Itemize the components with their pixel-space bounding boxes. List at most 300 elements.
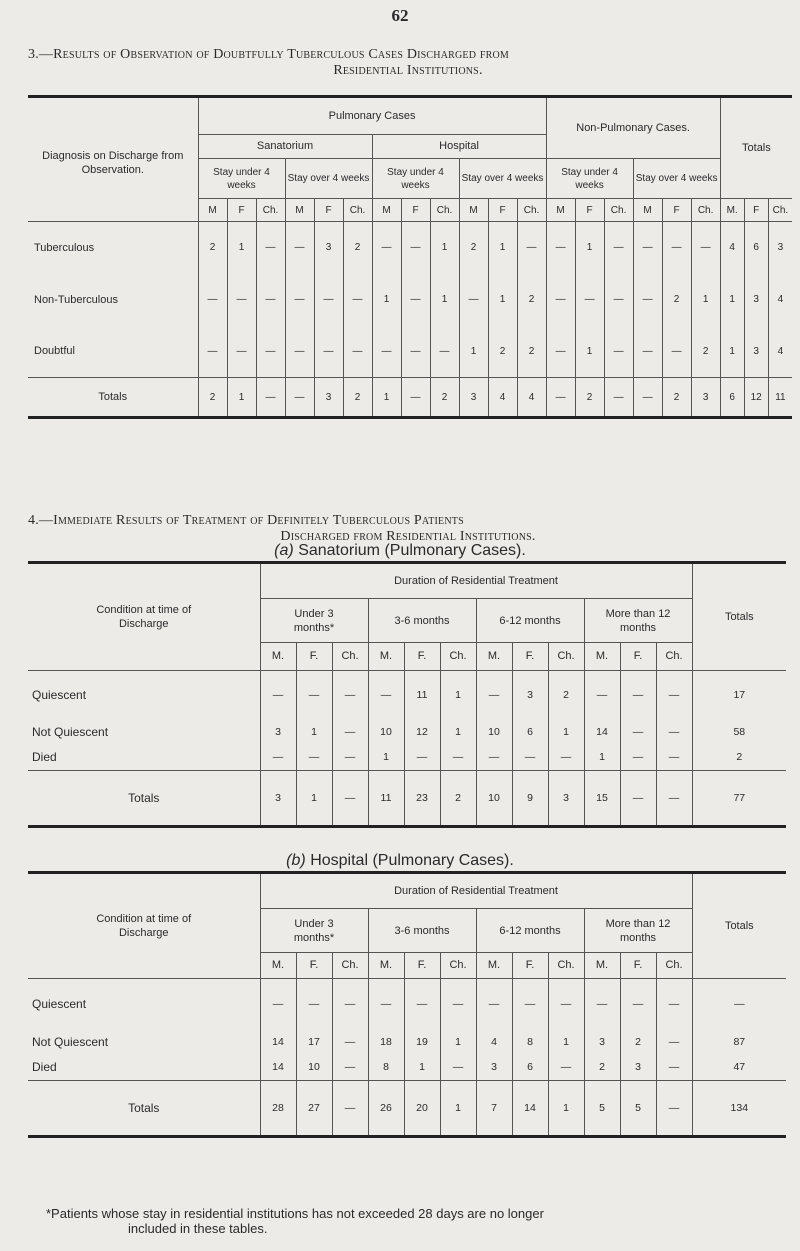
cell-value: 11: [404, 671, 440, 719]
col-ch: Ch.: [332, 953, 368, 979]
table-row: [28, 378, 792, 418]
cell-value: —: [584, 979, 620, 1029]
col-m: M.: [260, 643, 296, 671]
cell-value: 15: [584, 771, 620, 827]
cell-value: 1: [691, 274, 720, 326]
row-total: 47: [692, 1055, 786, 1081]
col-f: F: [575, 199, 604, 222]
cell-value: 1: [296, 771, 332, 827]
cell-value: —: [285, 274, 314, 326]
col-m: M: [372, 199, 401, 222]
col-m: M: [459, 199, 488, 222]
cell-value: 12: [744, 378, 768, 418]
cell-value: 11: [768, 378, 792, 418]
cell-value: 2: [459, 222, 488, 274]
table-b-caption: [0, 852, 800, 870]
cell-value: —: [227, 274, 256, 326]
cell-value: —: [296, 979, 332, 1029]
cell-value: —: [546, 222, 575, 274]
col-ch: Ch.: [656, 643, 692, 671]
diagnosis-header: Diagnosis on Discharge from Observation.: [28, 97, 198, 222]
cell-value: —: [440, 979, 476, 1029]
cell-value: —: [604, 222, 633, 274]
totals-header: Totals: [720, 97, 792, 199]
cell-value: —: [404, 745, 440, 771]
hospital-results-table: [28, 871, 786, 1138]
cell-value: —: [459, 274, 488, 326]
cell-value: 1: [488, 222, 517, 274]
col-m: M.: [584, 643, 620, 671]
under-3-months-header: Under 3 months*: [260, 909, 368, 953]
cell-value: 14: [584, 719, 620, 745]
col-m: M.: [476, 953, 512, 979]
row-label: Quiescent: [32, 996, 87, 1011]
stay-under-header: Stay under 4 weeks: [372, 159, 459, 199]
cell-value: 1: [372, 274, 401, 326]
cell-value: —: [404, 979, 440, 1029]
non-pulmonary-header: Non-Pulmonary Cases.: [546, 97, 720, 159]
row-label: Not Quiescent: [32, 1034, 109, 1049]
pulmonary-cases-header: Pulmonary Cases: [198, 97, 546, 135]
cell-value: —: [296, 745, 332, 771]
cell-value: 3: [584, 1029, 620, 1055]
col-total-ch: Ch.: [768, 199, 792, 222]
cell-value: —: [332, 745, 368, 771]
cell-value: —: [343, 274, 372, 326]
row-total: 134: [692, 1081, 786, 1137]
row-label: Tuberculous: [34, 241, 95, 254]
cell-value: —: [633, 222, 662, 274]
row-total: 87: [692, 1029, 786, 1055]
condition-header: Condition at time of Discharge: [28, 563, 260, 671]
cell-value: 7: [476, 1081, 512, 1137]
cell-value: 1: [548, 719, 584, 745]
cell-value: —: [430, 326, 459, 378]
col-ch: Ch.: [656, 953, 692, 979]
col-f: F: [227, 199, 256, 222]
cell-value: —: [440, 745, 476, 771]
cell-value: 1: [440, 719, 476, 745]
col-ch: Ch.: [548, 643, 584, 671]
cell-value: 1: [227, 378, 256, 418]
cell-value: —: [227, 326, 256, 378]
table-row: [28, 771, 786, 827]
cell-value: 4: [768, 274, 792, 326]
col-ch: Ch.: [440, 643, 476, 671]
table-row: [28, 979, 786, 1029]
cell-value: —: [656, 979, 692, 1029]
cell-value: —: [256, 274, 285, 326]
col-ch: Ch.: [604, 199, 633, 222]
cell-value: 4: [488, 378, 517, 418]
6-12-months-header: 6-12 months: [476, 909, 584, 953]
cell-value: 3: [476, 1055, 512, 1081]
row-label: Quiescent: [32, 687, 87, 702]
table-row: [28, 719, 786, 745]
section-4-heading-line2: Discharged from Residential Institutions.: [280, 529, 536, 544]
cell-value: 1: [440, 1029, 476, 1055]
row-total: 58: [692, 719, 786, 745]
duration-header: Duration of Residential Treatment: [260, 563, 692, 599]
cell-value: 9: [512, 771, 548, 827]
table-a-letter: (a): [274, 542, 294, 559]
footnote-line1: *Patients whose stay in residential institutions has not exceeded 28 days are no longer: [46, 1206, 544, 1221]
cell-value: 3: [260, 719, 296, 745]
cell-value: 1: [227, 222, 256, 274]
cell-value: —: [633, 378, 662, 418]
cell-value: 1: [440, 1081, 476, 1137]
cell-value: 5: [584, 1081, 620, 1137]
cell-value: —: [296, 671, 332, 719]
table-row: [28, 274, 792, 326]
cell-value: 6: [744, 222, 768, 274]
cell-value: —: [314, 274, 343, 326]
cell-value: —: [256, 378, 285, 418]
cell-value: 2: [584, 1055, 620, 1081]
hospital-header: Hospital: [372, 135, 546, 159]
cell-value: —: [620, 745, 656, 771]
cell-value: —: [285, 326, 314, 378]
cell-value: 4: [768, 326, 792, 378]
cell-value: 27: [296, 1081, 332, 1137]
cell-value: 17: [296, 1029, 332, 1055]
cell-value: —: [256, 222, 285, 274]
more-than-12-months-header: More than 12 months: [584, 599, 692, 643]
cell-value: —: [620, 979, 656, 1029]
col-f: F.: [620, 953, 656, 979]
cell-value: —: [372, 326, 401, 378]
cell-value: —: [332, 771, 368, 827]
cell-value: —: [691, 222, 720, 274]
cell-value: 3: [744, 274, 768, 326]
footnote-line2: included in these tables.: [128, 1221, 268, 1236]
cell-value: 6: [512, 719, 548, 745]
cell-value: 1: [548, 1029, 584, 1055]
cell-value: 2: [517, 326, 546, 378]
cell-value: 2: [198, 222, 227, 274]
cell-value: —: [260, 745, 296, 771]
table-row: [28, 1029, 786, 1055]
cell-value: —: [633, 274, 662, 326]
row-total: 77: [692, 771, 786, 827]
cell-value: —: [285, 222, 314, 274]
cell-value: 14: [512, 1081, 548, 1137]
sanatorium-results-table: [28, 561, 786, 828]
cell-value: —: [401, 326, 430, 378]
cell-value: 8: [368, 1055, 404, 1081]
row-total: 2: [692, 745, 786, 771]
cell-value: 1: [296, 719, 332, 745]
cell-value: 1: [459, 326, 488, 378]
col-f: F: [662, 199, 691, 222]
cell-value: —: [368, 671, 404, 719]
cell-value: —: [604, 326, 633, 378]
col-ch: Ch.: [440, 953, 476, 979]
col-f: F.: [620, 643, 656, 671]
cell-value: 26: [368, 1081, 404, 1137]
cell-value: 2: [620, 1029, 656, 1055]
cell-value: 1: [720, 274, 744, 326]
section-4-heading: [28, 513, 788, 545]
cell-value: —: [575, 274, 604, 326]
cell-value: 12: [404, 719, 440, 745]
col-m: M.: [260, 953, 296, 979]
cell-value: 2: [430, 378, 459, 418]
col-m: M: [633, 199, 662, 222]
cell-value: —: [548, 979, 584, 1029]
table-row: [28, 222, 792, 274]
col-ch: Ch.: [517, 199, 546, 222]
cell-value: 2: [343, 378, 372, 418]
cell-value: 3: [620, 1055, 656, 1081]
cell-value: —: [198, 326, 227, 378]
stay-over-header: Stay over 4 weeks: [285, 159, 372, 199]
cell-value: —: [604, 378, 633, 418]
cell-value: 23: [404, 771, 440, 827]
col-total-f: F: [744, 199, 768, 222]
cell-value: 11: [368, 771, 404, 827]
row-total: 17: [692, 671, 786, 719]
col-ch: Ch.: [548, 953, 584, 979]
col-f: F: [401, 199, 430, 222]
duration-header: Duration of Residential Treatment: [260, 873, 692, 909]
more-than-12-months-header: More than 12 months: [584, 909, 692, 953]
cell-value: 2: [198, 378, 227, 418]
cell-value: —: [512, 745, 548, 771]
cell-value: —: [260, 979, 296, 1029]
row-label: Died: [32, 1060, 57, 1075]
row-label: Doubtful: [34, 345, 75, 358]
col-m: M: [198, 199, 227, 222]
row-label: Died: [32, 750, 57, 765]
col-f: F: [314, 199, 343, 222]
cell-value: 2: [517, 274, 546, 326]
col-m: M: [546, 199, 575, 222]
cell-value: 14: [260, 1055, 296, 1081]
table-b-letter: (b): [286, 852, 306, 869]
section-3-heading: [28, 47, 788, 79]
cell-value: —: [476, 979, 512, 1029]
cell-value: —: [656, 1055, 692, 1081]
col-ch: Ch.: [332, 643, 368, 671]
col-f: F.: [296, 643, 332, 671]
cell-value: 14: [260, 1029, 296, 1055]
cell-value: —: [548, 745, 584, 771]
cell-value: 28: [260, 1081, 296, 1137]
stay-under-header: Stay under 4 weeks: [198, 159, 285, 199]
row-label: Totals: [28, 378, 198, 418]
cell-value: 1: [430, 274, 459, 326]
table-row: [28, 1055, 786, 1081]
cell-value: —: [285, 378, 314, 418]
cell-value: 10: [476, 771, 512, 827]
cell-value: —: [548, 1055, 584, 1081]
cell-value: 2: [488, 326, 517, 378]
cell-value: 1: [430, 222, 459, 274]
cell-value: 3: [512, 671, 548, 719]
section-3-heading-line1: 3.—Results of Observation of Doubtfully Tuberculous Cases Discharged from: [28, 47, 510, 62]
cell-value: 1: [440, 671, 476, 719]
col-f: F.: [512, 643, 548, 671]
col-m: M.: [584, 953, 620, 979]
cell-value: 10: [296, 1055, 332, 1081]
cell-value: 2: [691, 326, 720, 378]
section-4-heading-line1: 4.—Immediate Results of Treatment of Definitely Tuberculous Patients: [28, 513, 464, 528]
cell-value: 2: [343, 222, 372, 274]
cell-value: 10: [368, 719, 404, 745]
row-label: Not Quiescent: [32, 724, 109, 739]
3-6-months-header: 3-6 months: [368, 599, 476, 643]
cell-value: 1: [584, 745, 620, 771]
stay-under-header: Stay under 4 weeks: [546, 159, 633, 199]
cell-value: —: [332, 1055, 368, 1081]
col-total-m: M.: [720, 199, 744, 222]
under-3-months-header: Under 3 months*: [260, 599, 368, 643]
cell-value: —: [198, 274, 227, 326]
cell-value: —: [401, 274, 430, 326]
cell-value: —: [620, 671, 656, 719]
cell-value: —: [440, 1055, 476, 1081]
cell-value: —: [343, 326, 372, 378]
cell-value: —: [512, 979, 548, 1029]
cell-value: —: [662, 222, 691, 274]
cell-value: —: [260, 671, 296, 719]
cell-value: 4: [720, 222, 744, 274]
row-label: Non-Tuberculous: [34, 293, 118, 306]
sanatorium-header: Sanatorium: [198, 135, 372, 159]
cell-value: 3: [548, 771, 584, 827]
cell-value: 1: [720, 326, 744, 378]
cell-value: —: [656, 771, 692, 827]
table-row: [28, 326, 792, 378]
cell-value: 3: [314, 378, 343, 418]
col-m: M.: [368, 953, 404, 979]
cell-value: 6: [720, 378, 744, 418]
cell-value: 5: [620, 1081, 656, 1137]
cell-value: 1: [575, 326, 604, 378]
cell-value: 2: [548, 671, 584, 719]
col-f: F.: [296, 953, 332, 979]
row-total: —: [692, 979, 786, 1029]
table-row: [28, 671, 786, 719]
cell-value: 2: [440, 771, 476, 827]
cell-value: 18: [368, 1029, 404, 1055]
table-a-title: Sanatorium (Pulmonary Cases).: [298, 542, 526, 559]
cell-value: —: [662, 326, 691, 378]
stay-over-header: Stay over 4 weeks: [633, 159, 720, 199]
col-f: F.: [404, 643, 440, 671]
row-label: Totals: [28, 1081, 260, 1137]
section-3-heading-line2: Residential Institutions.: [333, 63, 483, 78]
cell-value: 4: [476, 1029, 512, 1055]
row-label: Totals: [28, 771, 260, 827]
col-ch: Ch.: [691, 199, 720, 222]
3-6-months-header: 3-6 months: [368, 909, 476, 953]
cell-value: —: [656, 719, 692, 745]
cell-value: 2: [575, 378, 604, 418]
cell-value: 20: [404, 1081, 440, 1137]
table-b-title: Hospital (Pulmonary Cases).: [310, 852, 514, 869]
page-number: 62: [391, 6, 409, 25]
cell-value: —: [314, 326, 343, 378]
cell-value: —: [401, 222, 430, 274]
cell-value: 1: [548, 1081, 584, 1137]
cell-value: 1: [372, 378, 401, 418]
cell-value: —: [656, 1081, 692, 1137]
cell-value: —: [372, 222, 401, 274]
cell-value: 3: [260, 771, 296, 827]
cell-value: —: [332, 1081, 368, 1137]
cell-value: 3: [314, 222, 343, 274]
cell-value: 3: [459, 378, 488, 418]
cell-value: —: [332, 671, 368, 719]
cell-value: —: [656, 745, 692, 771]
cell-value: 1: [575, 222, 604, 274]
col-ch: Ch.: [343, 199, 372, 222]
cell-value: 1: [404, 1055, 440, 1081]
cell-value: —: [620, 719, 656, 745]
col-ch: Ch.: [430, 199, 459, 222]
col-m: M.: [368, 643, 404, 671]
totals-header: Totals: [692, 873, 786, 979]
cell-value: —: [656, 671, 692, 719]
6-12-months-header: 6-12 months: [476, 599, 584, 643]
cell-value: —: [584, 671, 620, 719]
cell-value: —: [546, 378, 575, 418]
cell-value: 2: [662, 378, 691, 418]
cell-value: —: [368, 979, 404, 1029]
table-row: [28, 745, 786, 771]
col-f: F.: [512, 953, 548, 979]
cell-value: 1: [368, 745, 404, 771]
col-m: M: [285, 199, 314, 222]
cell-value: —: [332, 979, 368, 1029]
cell-value: 10: [476, 719, 512, 745]
cell-value: —: [401, 378, 430, 418]
col-f: F.: [404, 953, 440, 979]
totals-header: Totals: [692, 563, 786, 671]
cell-value: —: [633, 326, 662, 378]
cell-value: —: [656, 1029, 692, 1055]
cell-value: —: [517, 222, 546, 274]
cell-value: 1: [488, 274, 517, 326]
cell-value: 8: [512, 1029, 548, 1055]
cell-value: —: [620, 771, 656, 827]
cell-value: 2: [662, 274, 691, 326]
cell-value: 3: [768, 222, 792, 274]
cell-value: —: [546, 274, 575, 326]
cell-value: —: [546, 326, 575, 378]
cell-value: —: [332, 1029, 368, 1055]
cell-value: 19: [404, 1029, 440, 1055]
condition-header: Condition at time of Discharge: [28, 873, 260, 979]
cell-value: 6: [512, 1055, 548, 1081]
cell-value: —: [604, 274, 633, 326]
observation-results-table: [28, 95, 792, 419]
col-m: M.: [476, 643, 512, 671]
table-row: [28, 1081, 786, 1137]
col-ch: Ch.: [256, 199, 285, 222]
cell-value: —: [332, 719, 368, 745]
cell-value: —: [256, 326, 285, 378]
stay-over-header: Stay over 4 weeks: [459, 159, 546, 199]
table-a-caption: [0, 542, 800, 560]
col-f: F: [488, 199, 517, 222]
cell-value: —: [476, 671, 512, 719]
cell-value: —: [476, 745, 512, 771]
cell-value: 4: [517, 378, 546, 418]
footnote: [46, 1206, 776, 1236]
